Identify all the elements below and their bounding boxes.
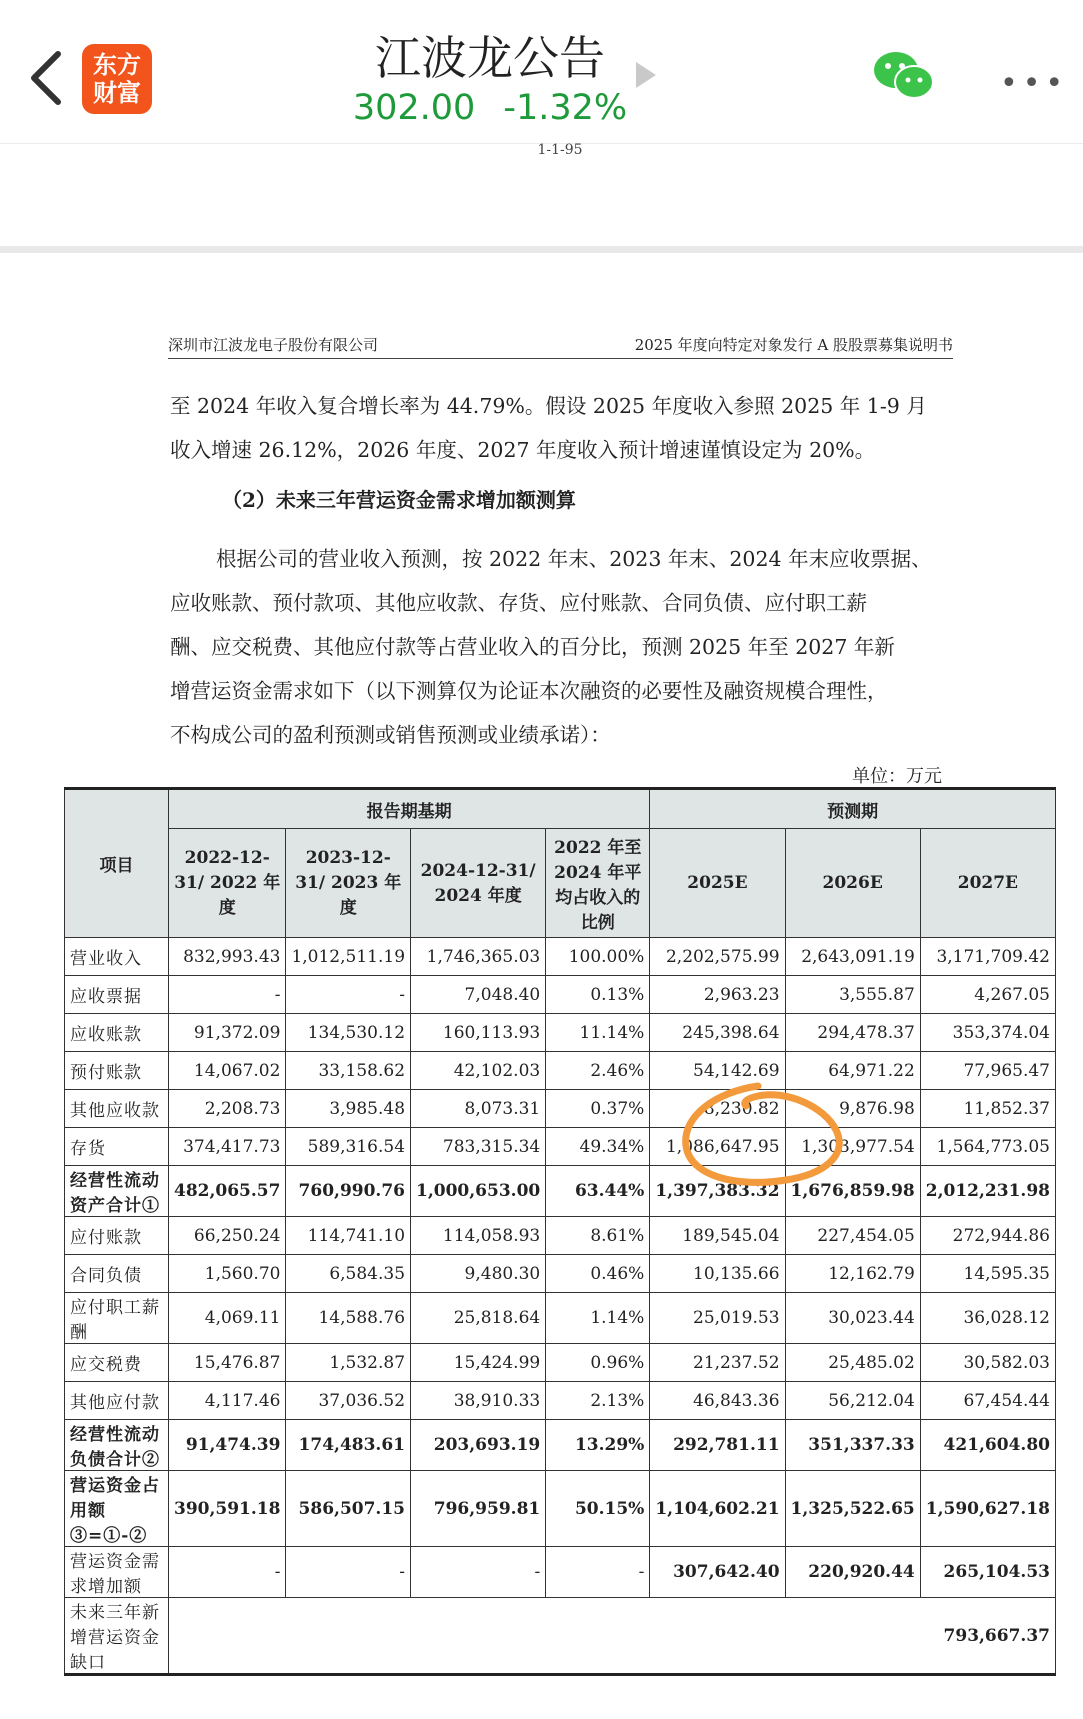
more-icon[interactable]: ••• — [1000, 66, 1069, 101]
table-cell: 220,920.44 — [785, 1547, 920, 1598]
table-cell: 30,023.44 — [785, 1293, 920, 1344]
table-row — [65, 1344, 1056, 1382]
table-cell: 8.61% — [546, 1217, 650, 1255]
table-cell: 77,965.47 — [920, 1052, 1055, 1090]
table-cell: 1.14% — [546, 1293, 650, 1344]
table-cell: 1,560.70 — [168, 1255, 285, 1293]
wechat-icon[interactable] — [872, 50, 934, 102]
table-cell: 189,545.04 — [650, 1217, 785, 1255]
table-cell: 783,315.34 — [411, 1128, 546, 1166]
header-col-7: 2027E — [920, 829, 1055, 938]
table-row — [65, 1420, 1056, 1471]
table-cell: 421,604.80 — [920, 1420, 1055, 1471]
table-cell: 4,117.46 — [168, 1382, 285, 1420]
table-cell: 91,474.39 — [168, 1420, 285, 1471]
table-row — [65, 1547, 1056, 1598]
table-cell: 4,267.05 — [920, 976, 1055, 1014]
row-label: 经营性流动负债合计② — [65, 1420, 169, 1471]
table-cell: 54,142.69 — [650, 1052, 785, 1090]
table-cell: 8,230.82 — [650, 1090, 785, 1128]
table-cell: 49.34% — [546, 1128, 650, 1166]
table-cell: 4,069.11 — [168, 1293, 285, 1344]
header-col-5: 2025E — [650, 829, 785, 938]
table-cell: 15,476.87 — [168, 1344, 285, 1382]
table-row-total-gap — [65, 1598, 1056, 1675]
stock-change: -1.32% — [503, 88, 628, 128]
paragraph-2: 根据公司的营业收入预测，按 2022 年末、2023 年末、2024 年末应收票据、 应收账款、预付款项、其他应收款、存货、应付账款、合同负债、应付职工薪 酬、应交税费、其他应付款等占营业收入的百分比，预测 2025 年至 2027 年新 增营运资金需求如下（以下测算仅为论证本次融资的必要性及融资规模合理性， 不构成公司的盈利预测或销售预测或业绩承诺）： — [170, 547, 932, 747]
header-item: 项目 — [65, 789, 169, 938]
table-cell: 11.14% — [546, 1014, 650, 1052]
table-cell: 1,397,383.32 — [650, 1166, 785, 1217]
table-cell: 1,104,602.21 — [650, 1471, 785, 1547]
header-col-3: 2024-12-31/ 2024 年度 — [411, 829, 546, 938]
table-cell: 227,454.05 — [785, 1217, 920, 1255]
row-label: 未来三年新增营运资金缺口 — [65, 1598, 169, 1675]
header-forecast-period: 预测期 — [650, 789, 1056, 829]
table-cell: 174,483.61 — [286, 1420, 411, 1471]
table-cell: 832,993.43 — [168, 938, 285, 976]
table-row — [65, 1166, 1056, 1217]
table-cell: 64,971.22 — [785, 1052, 920, 1090]
table-cell: 56,212.04 — [785, 1382, 920, 1420]
table-cell: 10,135.66 — [650, 1255, 785, 1293]
table-cell: 13.29% — [546, 1420, 650, 1471]
table-cell: 25,818.64 — [411, 1293, 546, 1344]
table-cell: 63.44% — [546, 1166, 650, 1217]
table-cell: 12,162.79 — [785, 1255, 920, 1293]
row-label: 应付职工薪酬 — [65, 1293, 169, 1344]
table-cell: 91,372.09 — [168, 1014, 285, 1052]
table-cell: 100.00% — [546, 938, 650, 976]
play-icon[interactable] — [636, 62, 656, 88]
row-label: 营业收入 — [65, 938, 169, 976]
table-cell: 374,417.73 — [168, 1128, 285, 1166]
table-cell: 0.37% — [546, 1090, 650, 1128]
table-cell: 9,876.98 — [785, 1090, 920, 1128]
row-label: 存货 — [65, 1128, 169, 1166]
table-row — [65, 1128, 1056, 1166]
table-cell: 15,424.99 — [411, 1344, 546, 1382]
table-row — [65, 1293, 1056, 1344]
table-cell: 3,985.48 — [286, 1090, 411, 1128]
table-row — [65, 1382, 1056, 1420]
table-cell: 37,036.52 — [286, 1382, 411, 1420]
table-row — [65, 976, 1056, 1014]
table-cell: 3,555.87 — [785, 976, 920, 1014]
row-label: 应收票据 — [65, 976, 169, 1014]
table-cell: 6,584.35 — [286, 1255, 411, 1293]
table-cell: 203,693.19 — [411, 1420, 546, 1471]
table-row — [65, 1052, 1056, 1090]
table-cell: 2,208.73 — [168, 1090, 285, 1128]
table-cell: 3,171,709.42 — [920, 938, 1055, 976]
table-cell: 67,454.44 — [920, 1382, 1055, 1420]
table-cell: 294,478.37 — [785, 1014, 920, 1052]
header-col-1: 2022-12-31/ 2022 年度 — [168, 829, 285, 938]
table-cell: 9,480.30 — [411, 1255, 546, 1293]
page-divider — [0, 246, 1083, 253]
working-capital-table — [64, 787, 1056, 1676]
header-base-period: 报告期基期 — [168, 789, 649, 829]
total-gap-value: 793,667.37 — [168, 1598, 1055, 1675]
table-cell: 0.96% — [546, 1344, 650, 1382]
paragraph-1: 至 2024 年收入复合增长率为 44.79%。假设 2025 年度收入参照 2025 年 1-9 月 收入增速 26.12%，2026 年度、2027 年度收入预计增速谨慎设定为 20%。 — [170, 394, 927, 462]
table-cell: 114,058.93 — [411, 1217, 546, 1255]
table-row — [65, 1255, 1056, 1293]
row-label: 营运资金占用额③=①-② — [65, 1471, 169, 1547]
table-cell: 66,250.24 — [168, 1217, 285, 1255]
table-cell: 8,073.31 — [411, 1090, 546, 1128]
row-label: 应付账款 — [65, 1217, 169, 1255]
row-label: 其他应付款 — [65, 1382, 169, 1420]
table-cell: 1,564,773.05 — [920, 1128, 1055, 1166]
table-cell: 36,028.12 — [920, 1293, 1055, 1344]
table-cell: 586,507.15 — [286, 1471, 411, 1547]
stock-title[interactable]: 江波龙公告 — [375, 31, 605, 85]
company-name: 深圳市江波龙电子股份有限公司 — [168, 336, 379, 354]
row-label: 预付账款 — [65, 1052, 169, 1090]
table-cell: 272,944.86 — [920, 1217, 1055, 1255]
header-col-6: 2026E — [785, 829, 920, 938]
table-cell: 30,582.03 — [920, 1344, 1055, 1382]
table-cell: 46,843.36 — [650, 1382, 785, 1420]
table-cell: 14,595.35 — [920, 1255, 1055, 1293]
row-label: 其他应收款 — [65, 1090, 169, 1128]
table-cell: 292,781.11 — [650, 1420, 785, 1471]
table-cell: 7,048.40 — [411, 976, 546, 1014]
row-label: 应交税费 — [65, 1344, 169, 1382]
row-label: 经营性流动资产合计① — [65, 1166, 169, 1217]
table-cell: 134,530.12 — [286, 1014, 411, 1052]
table-cell: 1,590,627.18 — [920, 1471, 1055, 1547]
table-cell: 2,012,231.98 — [920, 1166, 1055, 1217]
table-cell: 1,532.87 — [286, 1344, 411, 1382]
app-logo[interactable]: 东方 财富 — [82, 44, 152, 114]
back-icon[interactable] — [26, 48, 66, 108]
header-col-2: 2023-12-31/ 2023 年度 — [286, 829, 411, 938]
table-cell: 50.15% — [546, 1471, 650, 1547]
stock-quote — [300, 88, 680, 128]
table-cell: 265,104.53 — [920, 1547, 1055, 1598]
table-cell: 351,337.33 — [785, 1420, 920, 1471]
table-cell: 25,019.53 — [650, 1293, 785, 1344]
table-row — [65, 1217, 1056, 1255]
table-row — [65, 1471, 1056, 1547]
table-cell: 353,374.04 — [920, 1014, 1055, 1052]
table-cell: 589,316.54 — [286, 1128, 411, 1166]
table-cell: 1,012,511.19 — [286, 938, 411, 976]
table-cell: - — [168, 1547, 285, 1598]
table-cell: - — [546, 1547, 650, 1598]
table-cell: 245,398.64 — [650, 1014, 785, 1052]
table-cell: 1,000,653.00 — [411, 1166, 546, 1217]
table-cell: 1,676,859.98 — [785, 1166, 920, 1217]
table-cell: 0.13% — [546, 976, 650, 1014]
table-cell: - — [286, 1547, 411, 1598]
row-label: 应收账款 — [65, 1014, 169, 1052]
table-row — [65, 1090, 1056, 1128]
table-cell: 14,067.02 — [168, 1052, 285, 1090]
document-title: 2025 年度向特定对象发行 A 股股票募集说明书 — [634, 336, 953, 354]
table-cell: 1,086,647.95 — [650, 1128, 785, 1166]
table-cell: 14,588.76 — [286, 1293, 411, 1344]
table-cell: 2,963.23 — [650, 976, 785, 1014]
header-col-4: 2022 年至 2024 年平均占收入的比例 — [546, 829, 650, 938]
table-cell: 114,741.10 — [286, 1217, 411, 1255]
table-cell: 160,113.93 — [411, 1014, 546, 1052]
table-cell: 307,642.40 — [650, 1547, 785, 1598]
table-cell: 25,485.02 — [785, 1344, 920, 1382]
top-bar — [0, 0, 1083, 144]
table-cell: 1,746,365.03 — [411, 938, 546, 976]
table-cell: 482,065.57 — [168, 1166, 285, 1217]
row-label: 营运资金需求增加额 — [65, 1547, 169, 1598]
table-cell: 1,325,522.65 — [785, 1471, 920, 1547]
stock-price: 302.00 — [352, 88, 476, 128]
table-cell: 2.13% — [546, 1382, 650, 1420]
table-cell: 42,102.03 — [411, 1052, 546, 1090]
table-cell: 2.46% — [546, 1052, 650, 1090]
document-header — [168, 334, 953, 359]
table-body — [65, 938, 1056, 1675]
table-cell: - — [168, 976, 285, 1014]
section-title: （2）未来三年营运资金需求增加额测算 — [222, 488, 576, 512]
table-cell: 11,852.37 — [920, 1090, 1055, 1128]
table-cell: - — [411, 1547, 546, 1598]
table-cell: 33,158.62 — [286, 1052, 411, 1090]
table-cell: 390,591.18 — [168, 1471, 285, 1547]
table-cell: - — [286, 976, 411, 1014]
table-row — [65, 1014, 1056, 1052]
table-row — [65, 938, 1056, 976]
table-cell: 0.46% — [546, 1255, 650, 1293]
table-cell: 1,303,977.54 — [785, 1128, 920, 1166]
prev-page-number: 1-1-95 — [537, 142, 583, 158]
table-cell: 21,237.52 — [650, 1344, 785, 1382]
table-cell: 38,910.33 — [411, 1382, 546, 1420]
table-cell: 760,990.76 — [286, 1166, 411, 1217]
table-cell: 796,959.81 — [411, 1471, 546, 1547]
row-label: 合同负债 — [65, 1255, 169, 1293]
table-cell: 2,202,575.99 — [650, 938, 785, 976]
unit-label: 单位：万元 — [852, 766, 942, 787]
table-cell: 2,643,091.19 — [785, 938, 920, 976]
